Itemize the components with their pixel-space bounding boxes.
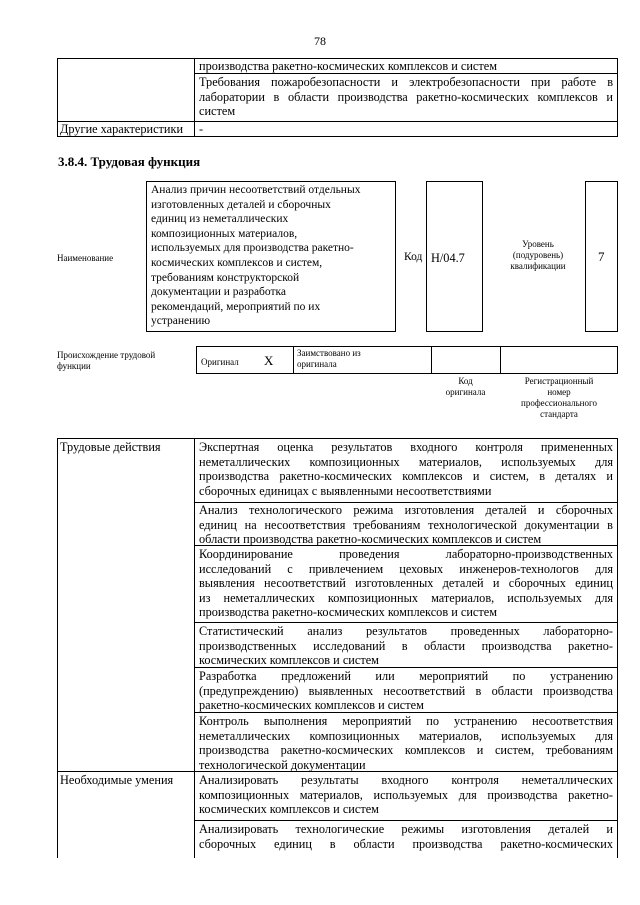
labor-action-line: космических комплексов и систем: [199, 653, 379, 668]
labor-action-line: исследований с привлечением цеховых инженеров-технологов для: [199, 561, 613, 576]
skills-label: Необходимые умения: [60, 773, 174, 787]
top-row2-line: лаборатории в области производства ракетно-космических комплексов и: [199, 89, 613, 104]
function-name-line: документации и разработка: [151, 286, 287, 299]
labor-action-item: [199, 714, 613, 772]
labor-action-line: выявления несоответствий изготовленных деталей и сборочных единиц: [199, 576, 613, 591]
level-value: 7: [598, 249, 605, 264]
top-row2-text: [199, 75, 613, 119]
labor-action-line: (предупреждению) выявленных несоответствий в области производства: [199, 683, 613, 698]
origin-divider-1: [293, 346, 294, 374]
reg-number-caption-line: Регистрационный: [524, 376, 594, 386]
reg-number-caption: [500, 376, 618, 420]
function-name-line: изготовленных деталей и сборочных: [151, 198, 331, 211]
action-separator: [194, 622, 618, 623]
labor-action-line: производства ракетно-космических комплексов и систем: [199, 605, 497, 620]
labor-action-line: сборочных единицах с выявленными несоответствиями: [199, 483, 492, 498]
borrowed-label-line: оригинала: [297, 359, 337, 369]
function-name-line: используемых для производства ракетно-: [151, 242, 354, 255]
reg-number-caption-line: профессионального: [521, 398, 597, 408]
skill-line: композиционных материалов, используемых для производства ракетно-: [199, 787, 613, 802]
original-mark: X: [264, 353, 274, 368]
name-label: Наименование: [57, 253, 114, 263]
origin-label-line: функции: [57, 361, 91, 371]
labor-action-line: из неметаллических композиционных материалов, используемых для: [199, 590, 613, 605]
labor-action-line: Анализ технологического режима изготовления деталей и сборочных: [199, 503, 613, 517]
original-label: Оригинал: [201, 357, 239, 367]
function-name-line: композиционных материалов,: [151, 227, 298, 240]
skill-separator: [194, 820, 618, 821]
section-title: 3.8.4. Трудовая функция: [58, 154, 201, 169]
code-original-caption-line: Код: [458, 376, 473, 386]
labor-action-line: Экспертная оценка результатов входного контроля примененных: [199, 440, 613, 454]
labor-action-line: единиц на несоответствия требованиям технологической документации в: [199, 517, 613, 532]
labor-action-item: [199, 547, 613, 620]
level-label-line: квалификации: [510, 261, 566, 271]
function-name-line: рекомендаций, мероприятий по их: [151, 300, 321, 313]
labor-action-line: технологической документации: [199, 757, 366, 772]
skill-line: Анализировать результаты входного контроля неметаллических: [199, 773, 613, 787]
origin-divider-3: [500, 346, 501, 374]
origin-row: [196, 346, 618, 374]
function-name-line: космических комплексов и систем,: [151, 256, 323, 269]
labor-action-line: неметаллических композиционных материалов, используемых для: [199, 454, 613, 469]
skill-line: космических комплексов и систем: [199, 802, 379, 817]
code-original-caption-line: оригинала: [445, 387, 486, 397]
function-name-line: единиц из неметаллических: [151, 213, 289, 226]
labor-action-line: неметаллических композиционных материалов, используемых для: [199, 728, 613, 743]
function-name-line: Анализ причин несоответствий отдельных: [151, 184, 361, 196]
labor-action-item: [199, 503, 613, 547]
level-label: [498, 239, 578, 272]
code-original-caption: [431, 376, 500, 398]
function-name-line: устранению: [151, 315, 211, 328]
top-row2-line: систем: [199, 104, 236, 119]
labor-action-line: области производства ракетно-космических комплексов и систем: [199, 532, 542, 547]
level-label-line: Уровень: [522, 239, 554, 249]
borrowed-label-line: Заимствовано из: [297, 348, 361, 358]
function-name-line: требованиям конструкторской: [151, 271, 300, 284]
labor-action-item: [199, 624, 613, 668]
labor-action-line: Статистический анализ результатов проведенных лабораторно-: [199, 624, 613, 638]
labor-actions-label: Трудовые действия: [60, 440, 161, 454]
labor-action-line: ракетно-космических комплексов и систем: [199, 698, 424, 713]
top-table-divider-vertical: [194, 58, 195, 137]
labor-action-line: производства ракетно-космических комплексов и систем, в деталях и: [199, 469, 613, 484]
code-value: H/04.7: [431, 251, 465, 265]
reg-number-caption-line: номер: [547, 387, 571, 397]
reg-number-caption-line: стандарта: [540, 409, 578, 419]
skill-item: [199, 822, 613, 851]
level-label-line: (подуровень): [512, 250, 564, 260]
borrowed-label: [297, 348, 361, 370]
top-row1-text: производства ракетно-космических комплексов и систем: [199, 59, 497, 73]
labor-action-line: производства ракетно-космических комплексов и систем, требованиям: [199, 743, 613, 758]
labor-action-line: Контроль выполнения мероприятий по устранению несоответствия: [199, 714, 613, 728]
labor-action-item: [199, 669, 613, 713]
page-number: 78: [314, 34, 326, 48]
labor-action-line: Координирование проведения лабораторно-производственных: [199, 547, 613, 561]
skill-line: Анализировать технологические режимы изготовления деталей и: [199, 822, 613, 836]
top-row2-line: Требования пожаробезопасности и электробезопасности при работе в: [199, 75, 613, 89]
code-label: Код: [404, 251, 423, 263]
function-name-text: [151, 183, 391, 329]
origin-divider-2: [431, 346, 432, 374]
other-characteristics-label: Другие характеристики: [60, 122, 184, 136]
main-table-divider-vertical: [194, 438, 195, 858]
labor-action-line: производственных исследований в области производства ракетно-: [199, 638, 613, 653]
labor-action-line: Разработка предложений или мероприятий по устранению: [199, 669, 613, 683]
other-characteristics-value: -: [199, 122, 204, 136]
origin-label: [57, 350, 155, 372]
skill-item: [199, 773, 613, 817]
skill-line: сборочных единиц в области производства ракетно-космических: [199, 836, 613, 851]
origin-label-line: Происхождение трудовой: [57, 350, 156, 360]
labor-action-item: [199, 440, 613, 498]
